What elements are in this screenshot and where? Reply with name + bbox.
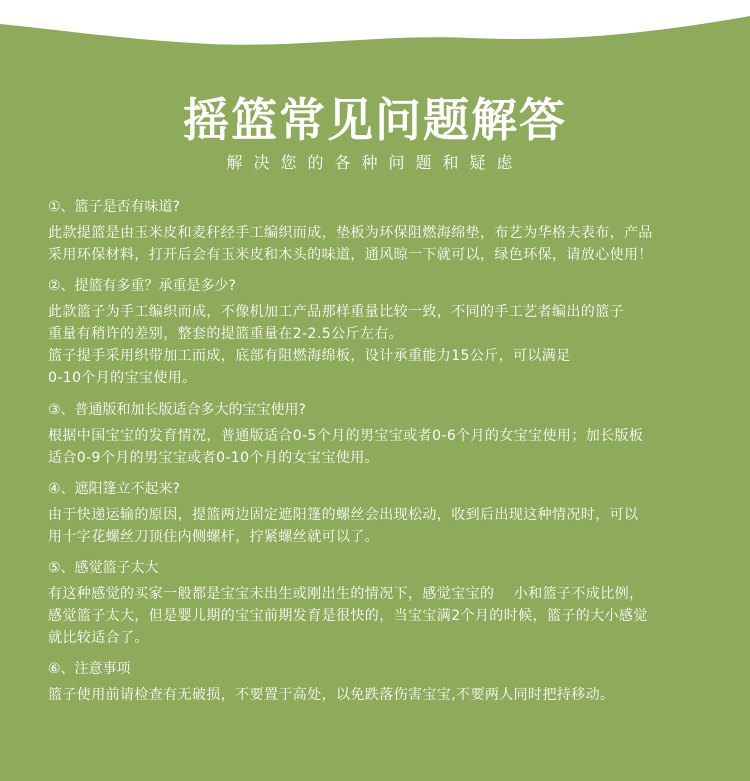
faq-answer-line: 适合0-9个月的男宝宝或者0-10个月的女宝宝使用。 (48, 450, 380, 466)
faq-question: ②、提篮有多重？承重是多少? (48, 278, 236, 294)
faq-answer-line: 有这种感觉的买家一般都是宝宝未出生或刚出生的情况下，感觉宝宝的 小和篮子不成比例， (48, 586, 644, 602)
faq-question: ⑥、注意事项 (48, 661, 131, 677)
faq-answer-line: 就比较适合了。 (48, 630, 149, 646)
faq-item-smell (48, 196, 728, 266)
page-title: 摇篮常见问题解答 (183, 93, 567, 147)
faq-answer-line: 此款提篮是由玉米皮和麦秆经手工编织而成，垫板为环保阻燃海绵垫，布艺为华格夫表布，产品 (48, 225, 653, 241)
faq-answer-line: 重量有稍许的差别，整套的提篮重量在2-2.5公斤左右。 (48, 326, 404, 342)
faq-answer-line: 0-10个月的宝宝使用。 (48, 370, 197, 386)
faq-answer-line: 用十字花螺丝刀顶住内侧螺杆，拧紧螺丝就可以了。 (48, 529, 380, 545)
faq-question: ③、普通版和加长版适合多大的宝宝使用? (48, 402, 306, 418)
faq-answer-line: 篮子使用前请检查有无破损，不要置于高处，以免跌落伤害宝宝,不要两人同时把持移动。 (48, 687, 615, 703)
faq-answer-line: 采用环保材料，打开后会有玉米皮和木头的味道，通风晾一下就可以，绿色环保，请放心使用！ (48, 247, 653, 263)
faq-answer-line: 篮子提手采用织带加工而成，底部有阻燃海绵板，设计承重能力15公斤，可以满足 (48, 348, 571, 364)
faq-question: ④、遮阳篷立不起来? (48, 481, 180, 497)
faq-list (48, 196, 728, 715)
faq-answer-line: 由于快递运输的原因，提篮两边固定遮阳篷的螺丝会出现松动，收到后出现这种情况时，可以 (48, 507, 639, 523)
page-subtitle: 解决您的各种问题和疑虑 (226, 153, 524, 172)
faq-item-size (48, 557, 728, 649)
faq-answer-line: 此款篮子为手工编织而成，不像机加工产品那样重量比较一致，不同的手工艺者编出的篮子 (48, 304, 624, 320)
faq-item-weight (48, 275, 728, 389)
faq-question: ①、篮子是否有味道? (48, 199, 180, 215)
faq-item-canopy (48, 478, 728, 548)
faq-answer-line: 根据中国宝宝的发育情况，普通版适合0-5个月的男宝宝或者0-6个月的女宝宝使用；加长版板 (48, 428, 644, 444)
faq-question: ⑤、感觉篮子太大 (48, 560, 159, 576)
faq-item-version-age (48, 399, 728, 469)
faq-item-notes (48, 658, 728, 706)
faq-answer-line: 感觉篮子太大，但是婴儿期的宝宝前期发育是很快的，当宝宝满2个月的时候，篮子的大小感觉 (48, 608, 648, 624)
